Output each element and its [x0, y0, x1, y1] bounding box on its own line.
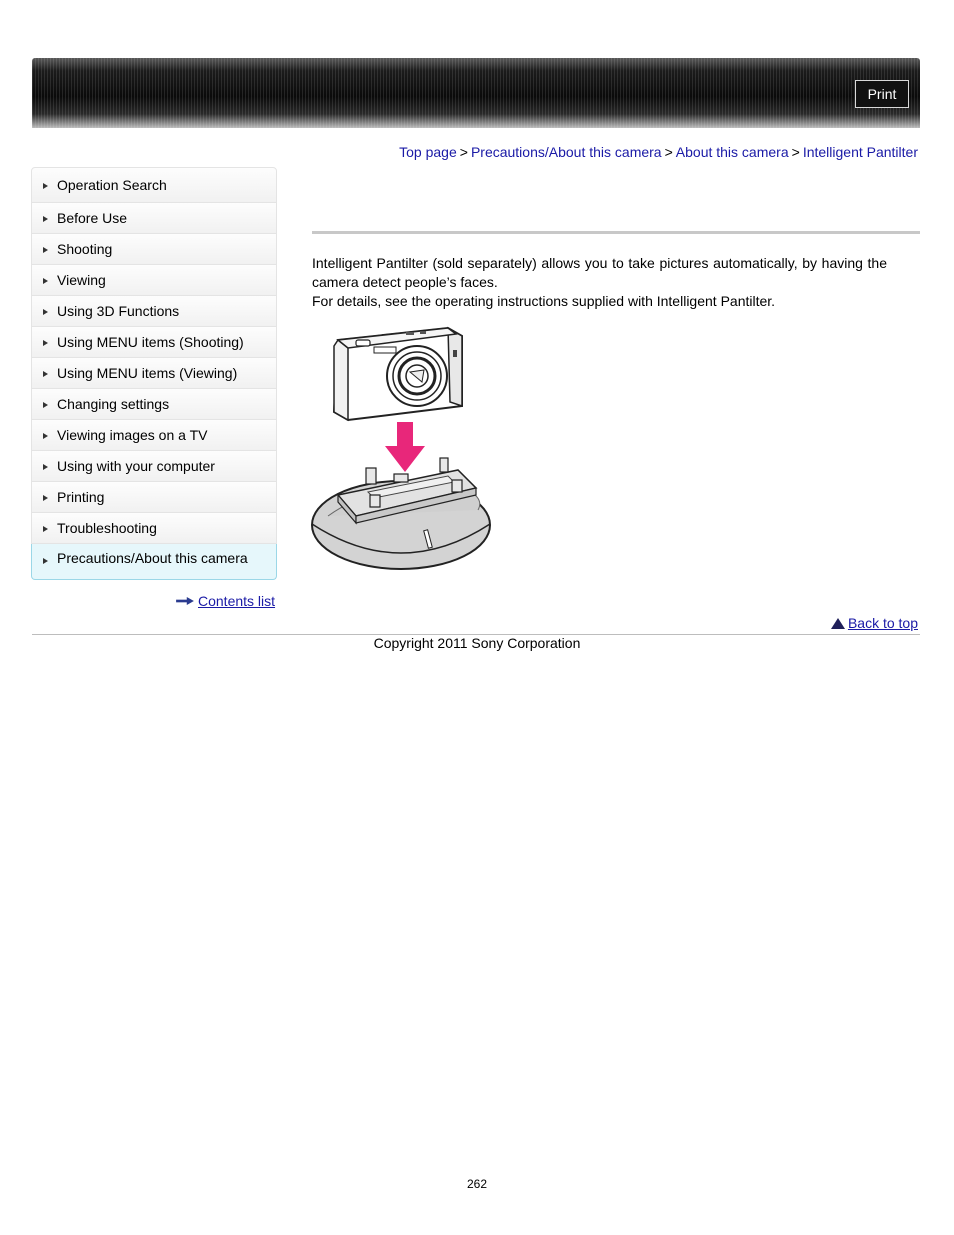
triangle-right-icon: [43, 278, 48, 284]
sidebar-item-changing-settings[interactable]: [31, 389, 277, 420]
triangle-right-icon: [43, 216, 48, 222]
details-paragraph: For details, see the operating instructions supplied with Intelligent Pantilter.: [312, 293, 776, 309]
breadcrumb-intelligent-pantilter[interactable]: Intelligent Pantilter: [802, 144, 918, 160]
triangle-right-icon: [43, 464, 48, 470]
sidebar-item-label: Using MENU items (Viewing): [57, 365, 238, 381]
triangle-right-icon: [43, 558, 48, 564]
copyright-text: Copyright 2011 Sony Corporation: [373, 635, 581, 651]
sidebar-item-precautions[interactable]: [31, 544, 277, 580]
breadcrumb-precautions[interactable]: Precautions/About this camera: [470, 144, 662, 160]
back-to-top-label: Back to top: [847, 615, 918, 631]
triangle-right-icon: [43, 340, 48, 346]
contents-list-link[interactable]: [176, 593, 275, 609]
breadcrumb-about-camera[interactable]: About this camera: [675, 144, 789, 160]
sidebar-item-menu-viewing[interactable]: [31, 358, 277, 389]
breadcrumb-top-page[interactable]: Top page: [399, 144, 457, 160]
arrow-right-icon: [176, 597, 194, 605]
description-paragraph: Intelligent Pantilter (sold separately) allows you to take pictures automatically, by having the camera detect people’s faces.: [312, 255, 887, 290]
sidebar-item-label: Changing settings: [57, 396, 170, 412]
sidebar-item-label: Precautions/About this camera: [57, 550, 248, 566]
sidebar-item-menu-shooting[interactable]: [31, 327, 277, 358]
sidebar-item-label: Before Use: [57, 210, 128, 226]
triangle-right-icon: [43, 183, 48, 189]
breadcrumb: [399, 144, 918, 160]
triangle-right-icon: [43, 433, 48, 439]
sidebar-item-label: Operation Search: [57, 177, 167, 193]
sidebar-item-troubleshooting[interactable]: [31, 513, 277, 544]
sidebar-item-label: Viewing images on a TV: [57, 427, 208, 443]
breadcrumb-separator: >: [791, 144, 800, 160]
sidebar-item-label: Shooting: [57, 241, 113, 257]
sidebar-item-3d-functions[interactable]: [31, 296, 277, 327]
breadcrumb-separator: >: [664, 144, 673, 160]
sidebar-item-label: Viewing: [57, 272, 106, 288]
sidebar-item-computer[interactable]: [31, 451, 277, 482]
triangle-right-icon: [43, 526, 48, 532]
title-divider: [312, 231, 920, 234]
sidebar-item-printing[interactable]: [31, 482, 277, 513]
sidebar-item-shooting[interactable]: [31, 234, 277, 265]
sidebar-item-viewing[interactable]: [31, 265, 277, 296]
sidebar-item-label: Using with your computer: [57, 458, 215, 474]
sidebar-item-before-use[interactable]: [31, 203, 277, 234]
triangle-right-icon: [43, 402, 48, 408]
page-number: 262: [466, 1177, 488, 1191]
contents-list-label: Contents list: [198, 593, 276, 609]
sidebar-item-operation-search[interactable]: [31, 167, 277, 203]
breadcrumb-separator: >: [459, 144, 468, 160]
triangle-right-icon: [43, 247, 48, 253]
main-content: [312, 254, 887, 311]
triangle-right-icon: [43, 371, 48, 377]
back-to-top-link[interactable]: [831, 615, 918, 631]
sidebar-item-label: Using 3D Functions: [57, 303, 180, 319]
sidebar-item-label: Printing: [57, 489, 105, 505]
camera-pantilter-illustration: [308, 320, 498, 575]
print-button[interactable]: Print: [855, 80, 909, 108]
triangle-up-icon: [831, 618, 845, 629]
sidebar-item-viewing-tv[interactable]: [31, 420, 277, 451]
triangle-right-icon: [43, 495, 48, 501]
sidebar-item-label: Troubleshooting: [57, 520, 157, 536]
header-banner: [32, 58, 920, 128]
triangle-right-icon: [43, 309, 48, 315]
sidebar-item-label: Using MENU items (Shooting): [57, 334, 244, 350]
sidebar-nav: [31, 167, 277, 580]
